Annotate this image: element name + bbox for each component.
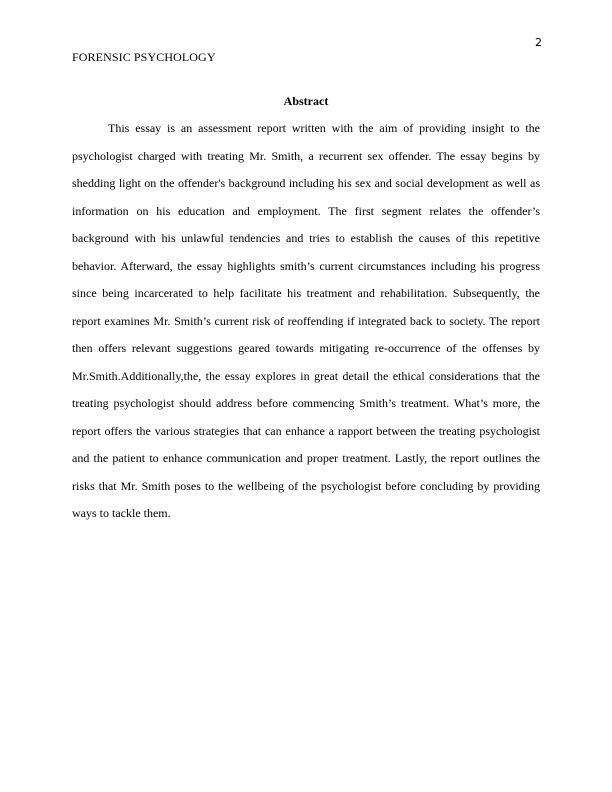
section-title: Abstract <box>283 94 329 108</box>
abstract-paragraph: This essay is an assessment report written with the aim of providing insight to the psychologist charged with treating Mr. Smith, a recurrent sex offender. The essay begins by shedding light on the offender's background including his sex and social development as well as information on his education and employment. The first segment relates the offender’s background with his unlawful tendencies and tries to establish the causes of this repetitive behavior. Afterward, the essay highlights smith’s current circumstances including his progress since being incarcerated to help facilitate his treatment and rehabilitation. Subsequently, the report examines Mr. Smith’s current risk of reoffending if integrated back to society. The report then offers relevant suggestions geared towards mitigating re-occurrence of the offenses by Mr.Smith.Additionally,the, the essay explores in great detail the ethical considerations that the treating psychologist should address before commencing Smith’s treatment. What’s more, the report offers the various strategies that can enhance a rapport between the treating psychologist and the patient to enhance communication and proper treatment. Lastly, the report outlines the risks that Mr. Smith poses to the wellbeing of the psychologist before concluding by providing ways to tackle them. <box>72 121 540 520</box>
running-head: FORENSIC PSYCHOLOGY <box>72 50 216 64</box>
page-number: 2 <box>535 36 542 49</box>
